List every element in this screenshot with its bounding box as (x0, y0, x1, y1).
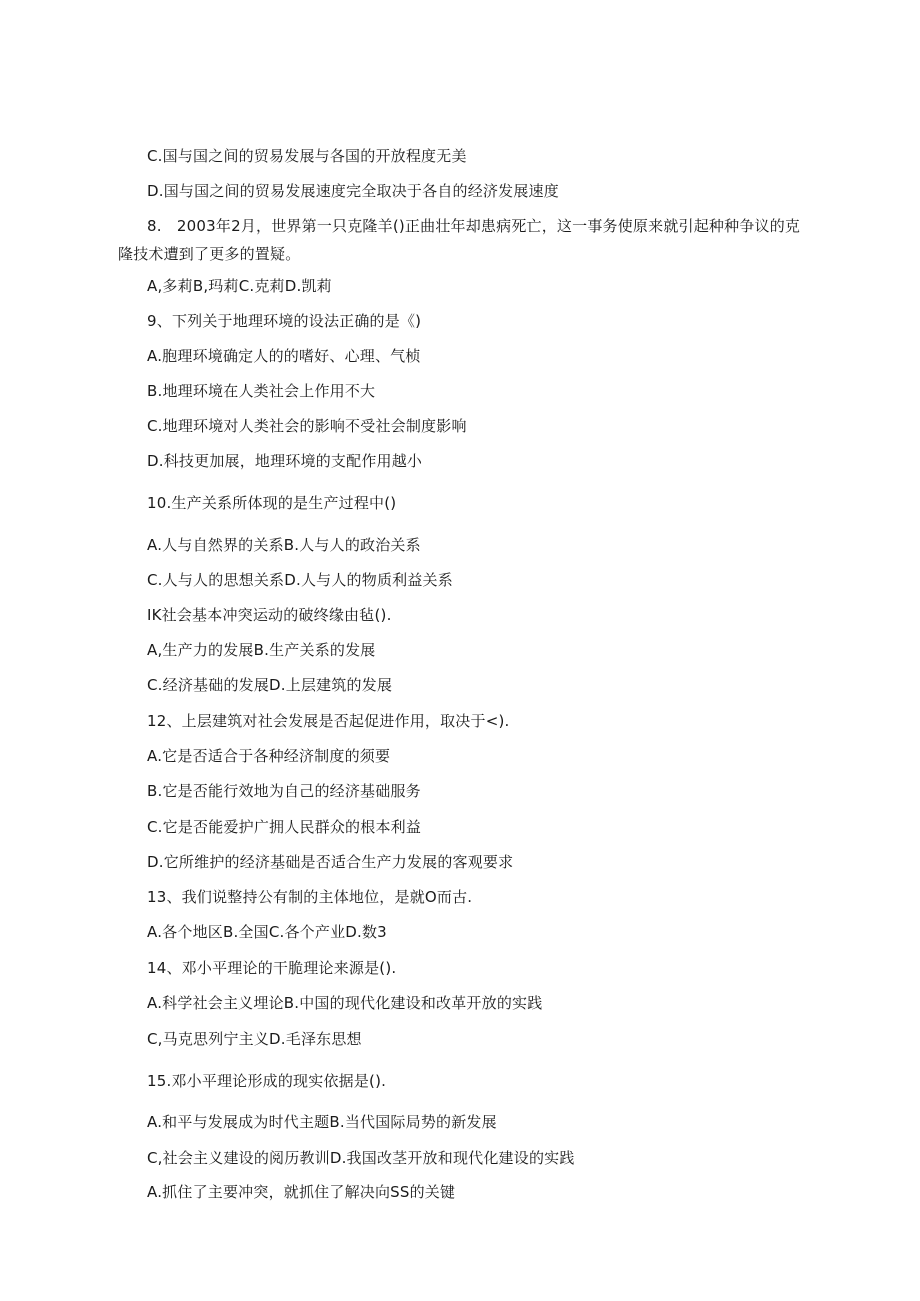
question-15-text: 15.邓小平理论形成的现实依据是(). (147, 1072, 387, 1090)
option-line: D.国与国之间的贸易发展速度完全取决于各自的经济发展速度 (147, 182, 559, 200)
option-line: B.地理环境在人类社会上作用不大 (147, 382, 376, 400)
option-line: A.人与自然界的关系B.人与人的政治关系 (147, 536, 421, 554)
question-10-text: 10.生产关系所体现的是生产过程中() (147, 494, 397, 512)
option-line: A.和平与发展成为时代主题B.当代国际局势的新发展 (147, 1113, 497, 1131)
option-line: A,生产力的发展B.生产关系的发展 (147, 641, 376, 659)
option-line: D.科技更加展，地理环境的支配作用越小 (147, 452, 423, 470)
question-8-text: 8. 2003年2月，世界第一只克隆羊()正曲壮年却患病死亡，这一事务使原来就引起种种争议的克隆技术遭到了更多的置疑。 (118, 217, 801, 263)
option-line: A.它是否适合于各种经济制度的须要 (147, 747, 391, 765)
option-line: A.各个地区B.全国C.各个产业D.数3 (147, 923, 387, 941)
option-line: C.国与国之间的贸易发展与各国的开放程度无美 (147, 147, 467, 165)
option-line: C.经济基础的发展D.上层建筑的发展 (147, 676, 393, 694)
option-line: C,马克思列宁主义D.毛泽东思想 (147, 1030, 362, 1048)
option-line: A,多莉B,玛莉C.克莉D.凯莉 (147, 277, 332, 295)
question-14-text: 14、邓小平理论的干脆理论来源是(). (147, 959, 397, 977)
option-line: C.地理环境对人类社会的影响不受社会制度影响 (147, 417, 467, 435)
option-line: A.科学社会主义埋论B.中国的现代化建设和改革开放的实践 (147, 994, 543, 1012)
question-13-text: 13、我们说整持公有制的主体地位，是就O而古. (147, 888, 473, 906)
question-9-text: 9、下列关于地理环境的设法正确的是《) (147, 312, 422, 330)
question-11-text: IK社会基本冲突运动的破终缘由毡(). (147, 606, 392, 624)
option-line: C.人与人的思想关系D.人与人的物质利益关系 (147, 571, 453, 589)
option-line: B.它是否能行效地为自己的经济基础服务 (147, 782, 421, 800)
option-line: A.抓住了主要冲突，就抓住了解决向SS的关键 (147, 1183, 456, 1201)
option-line: D.它所维护的经济基础是否适合生产力发展的客观要求 (147, 853, 514, 871)
question-12-text: 12、上层建筑对社会发展是否起促进作用，取决于<). (147, 712, 510, 730)
option-line: A.胞理环境确定人的的嗜好、心理、气桢 (147, 347, 421, 365)
option-line: C,社会主义建设的阅历教训D.我国改茎开放和现代化建设的实践 (147, 1149, 575, 1167)
option-line: C.它是否能爱护广拥人民群众的根本利益 (147, 818, 422, 836)
